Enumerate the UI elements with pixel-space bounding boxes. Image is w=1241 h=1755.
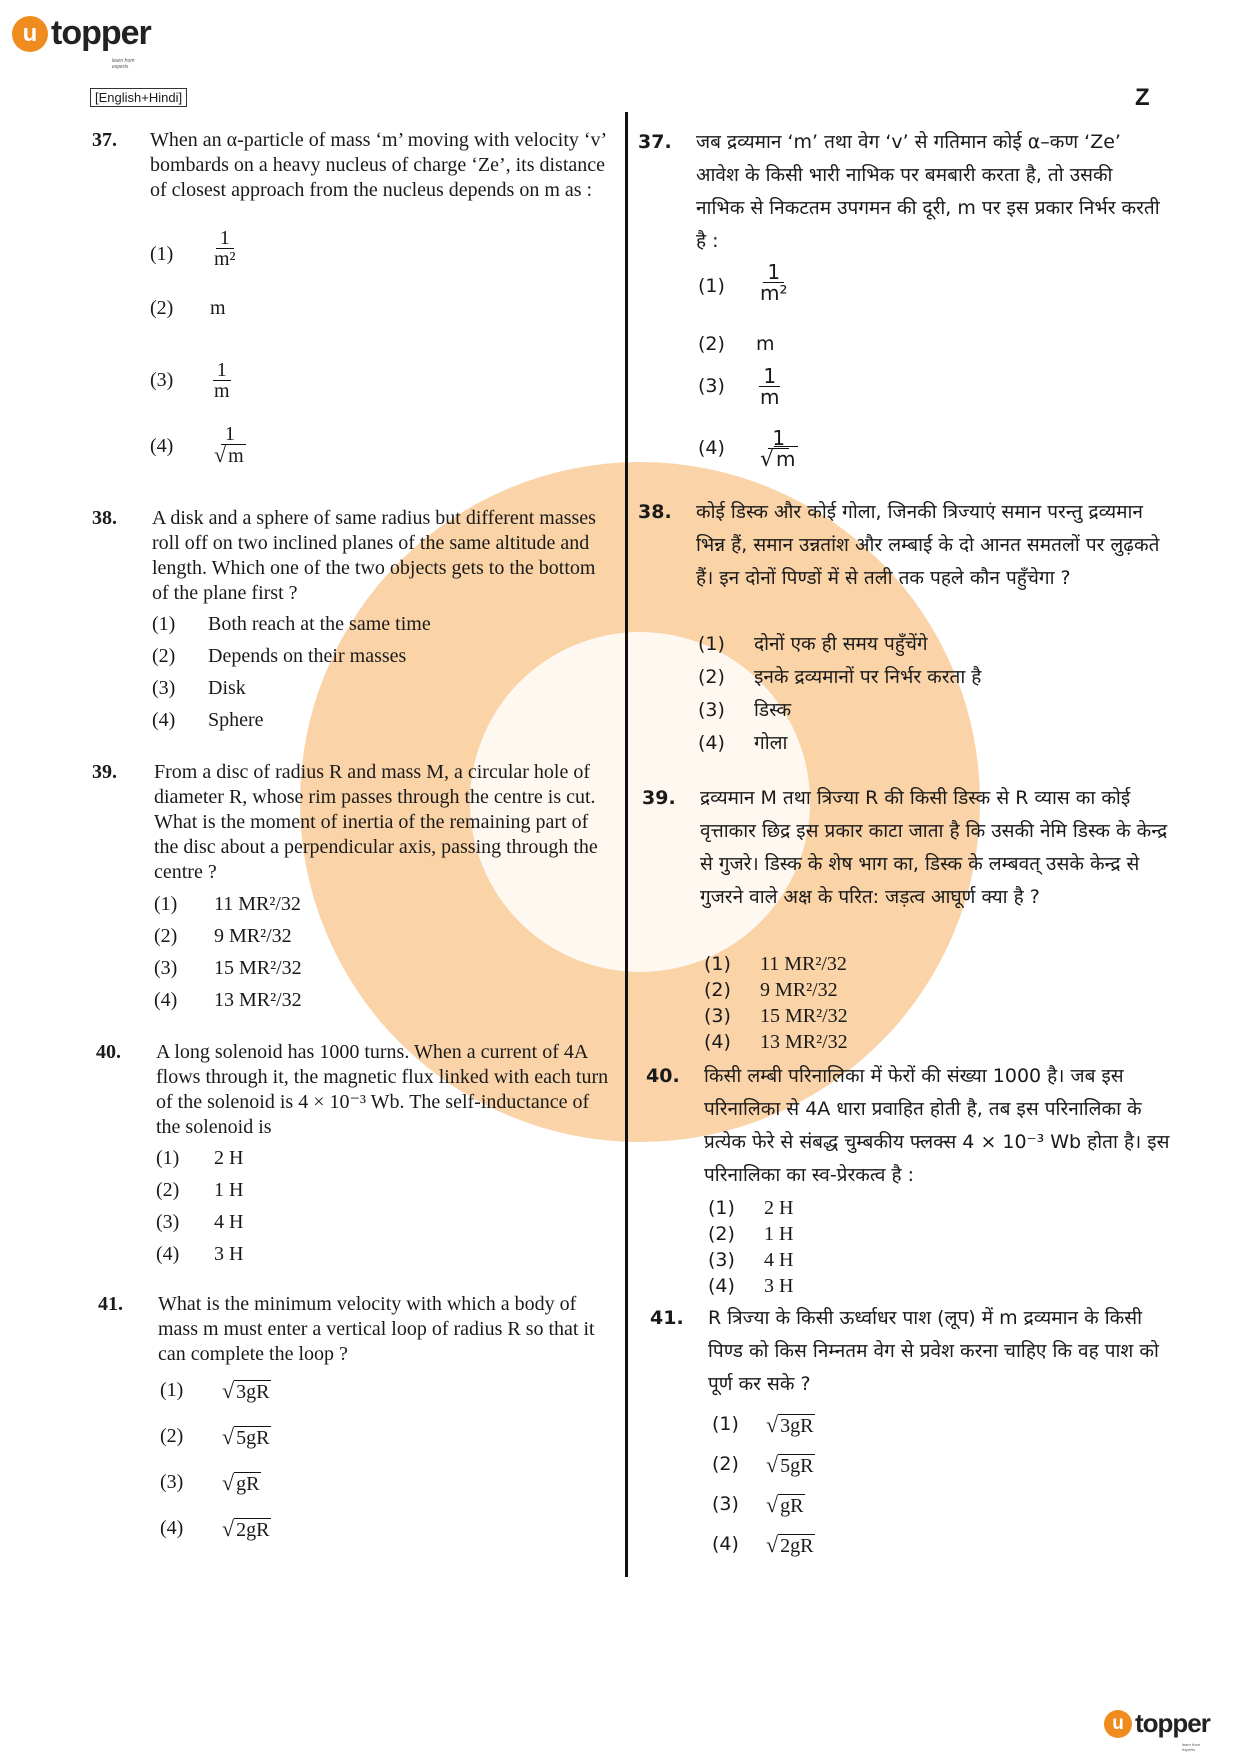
option-value: 5gR: [780, 1455, 814, 1477]
option-label: (3): [150, 369, 174, 391]
option-label: (1): [698, 633, 725, 655]
option-label: (4): [698, 437, 725, 459]
option-fraction: [756, 262, 792, 303]
fraction-denominator: m: [228, 445, 244, 467]
question-number: 41.: [98, 1293, 123, 1315]
question-number: 39.: [642, 787, 676, 809]
option-fraction: [210, 360, 234, 401]
fraction-numerator: 1: [213, 360, 231, 381]
fraction-numerator: 1: [221, 424, 239, 445]
option-label: (4): [698, 732, 725, 754]
option-value: 2 H: [764, 1197, 794, 1219]
sqrt-icon: √ 2gR: [766, 1532, 814, 1557]
option-label: (1): [152, 613, 176, 635]
option-value: 4 H: [214, 1211, 244, 1233]
option-label: (2): [156, 1179, 180, 1201]
option-label: (1): [708, 1197, 735, 1219]
column-divider: [625, 112, 628, 1577]
option-label: (4): [154, 989, 178, 1011]
option-label: (3): [152, 677, 176, 699]
option-label: (4): [150, 435, 174, 457]
brand-u-icon: u: [12, 16, 48, 52]
language-badge: [English+Hindi]: [90, 88, 187, 107]
option-value: 2 H: [214, 1147, 244, 1169]
question-number: 37.: [92, 129, 117, 151]
option-value: दोनों एक ही समय पहुँचेंगे: [754, 633, 928, 655]
question-hi-41: [650, 1302, 1176, 1562]
question-hi-39: [642, 782, 1172, 1052]
option-value: 11 MR²/32: [760, 953, 847, 975]
option-label: (1): [156, 1147, 180, 1169]
option-label: (3): [708, 1249, 735, 1271]
question-number: 40.: [96, 1041, 121, 1063]
brand-logo-top: [12, 14, 151, 70]
sqrt-icon: √ 5gR: [766, 1452, 814, 1477]
brand-name: topper: [51, 14, 151, 52]
sqrt-icon: √ 3gR: [766, 1412, 814, 1437]
option-value: इनके द्रव्यमानों पर निर्भर करता है: [754, 666, 982, 688]
question-text: A disk and a sphere of same radius but different masses roll off on two inclined planes of the same altitude and length. Which one of the two objects gets to the bottom of the plane first ?: [152, 507, 596, 604]
option-value: 13 MR²/32: [760, 1031, 848, 1053]
option-label: (4): [160, 1517, 184, 1539]
option-label: (4): [708, 1275, 735, 1297]
option-label: (2): [152, 645, 176, 667]
option-label: (3): [698, 699, 725, 721]
option-value: 3 H: [214, 1243, 244, 1265]
option-value: gR: [780, 1495, 804, 1517]
option-label: (4): [712, 1533, 739, 1555]
fraction-numerator: 1: [216, 228, 234, 249]
question-en-41: [98, 1292, 620, 1552]
question-text: द्रव्यमान M तथा त्रिज्या R की किसी डिस्क से R व्यास का कोई वृत्ताकार छिद्र इस प्रकार काटा जाता है कि उसकी नेमि डिस्क के केन्द्र से गुजरे। डिस्क के शेष भाग का, डिस्क के लम्बवत् उसके केन्द्र से गुजरने वाले अक्ष के परित: जड़त्व आघूर्ण क्या है ?: [700, 787, 1168, 908]
option-label: (2): [698, 666, 725, 688]
option-value: 13 MR²/32: [214, 989, 302, 1011]
question-text: A long solenoid has 1000 turns. When a current of 4A flows through it, the magnetic flux linked with each turn of the solenoid is 4 × 10⁻³ Wb. The self-inductance of the solenoid is: [156, 1041, 609, 1138]
question-number: 40.: [646, 1065, 680, 1087]
option-label: (4): [704, 1031, 731, 1053]
option-value: 9 MR²/32: [214, 925, 292, 947]
question-text: R त्रिज्या के किसी ऊर्ध्वाधर पाश (लूप) में m द्रव्यमान के किसी पिण्ड को किस निम्नतम वेग से प्रवेश करना चाहिए कि वह पाश को पूर्ण कर सके ?: [708, 1307, 1159, 1395]
option-value: 2gR: [236, 1519, 270, 1541]
question-text: What is the minimum velocity with which a body of mass m must enter a vertical loop of radius R so that it can complete the loop ?: [158, 1293, 595, 1365]
question-text: किसी लम्बी परिनालिका में फेरों की संख्या 1000 है। जब इस परिनालिका से 4A धारा प्रवाहित होती है, तब इस परिनालिका के प्रत्येक फेरे से संबद्ध चुम्बकीय फ्लक्स 4 × 10⁻³ Wb होता है। इस परिनालिका का स्व-प्रेरकत्व है :: [704, 1065, 1170, 1186]
option-label: (4): [152, 709, 176, 731]
option-label: (3): [156, 1211, 180, 1233]
option-label: (2): [698, 333, 725, 355]
option-label: (2): [160, 1425, 184, 1447]
option-value: m: [210, 297, 226, 319]
option-fraction: [756, 428, 802, 470]
option-fraction: [210, 424, 250, 466]
fraction-numerator: 1: [763, 262, 784, 283]
question-en-37: [92, 128, 612, 468]
sqrt-icon: √ gR: [766, 1492, 804, 1517]
option-label: (3): [698, 375, 725, 397]
option-label: (3): [154, 957, 178, 979]
option-value: 5gR: [236, 1427, 270, 1449]
option-fraction: [756, 366, 783, 407]
option-label: (2): [712, 1453, 739, 1475]
option-value: 3 H: [764, 1275, 794, 1297]
option-value: 1 H: [214, 1179, 244, 1201]
option-label: (1): [704, 953, 731, 975]
question-number: 41.: [650, 1307, 684, 1329]
brand-tagline: learn from experts: [112, 58, 135, 70]
option-fraction: [210, 228, 240, 269]
option-value: gR: [236, 1473, 260, 1495]
fraction-denominator: m: [760, 385, 780, 409]
question-text: When an α-particle of mass ‘m’ moving with velocity ‘v’ bombards on a heavy nucleus of charge ‘Ze’, its distance of closest approach from the nucleus depends on m as :: [150, 129, 606, 201]
question-number: 37.: [638, 131, 672, 153]
question-en-38: [92, 506, 612, 736]
option-label: (3): [712, 1493, 739, 1515]
question-number: 39.: [92, 761, 117, 783]
fraction-numerator: 1: [759, 366, 780, 387]
option-value: 3gR: [780, 1415, 814, 1437]
option-value: 15 MR²/32: [214, 957, 302, 979]
option-label: (3): [704, 1005, 731, 1027]
option-label: (2): [708, 1223, 735, 1245]
sqrt-icon: √ 2gR: [222, 1516, 270, 1541]
brand-logo-bottom: [1104, 1708, 1210, 1752]
fraction-denominator: m: [776, 447, 796, 471]
option-label: (1): [160, 1379, 184, 1401]
option-value: गोला: [754, 732, 788, 754]
brand-name: topper: [1135, 1708, 1210, 1738]
option-label: (1): [154, 893, 178, 915]
option-value: डिस्क: [754, 699, 792, 721]
option-value: Depends on their masses: [208, 645, 407, 667]
option-value: Sphere: [208, 709, 264, 731]
fraction-denominator: m²: [214, 248, 236, 270]
fraction-denominator: m²: [760, 281, 788, 305]
question-hi-40: [646, 1060, 1174, 1297]
question-number: 38.: [638, 501, 672, 523]
brand-u-icon: u: [1104, 1710, 1132, 1738]
option-value: 1 H: [764, 1223, 794, 1245]
sqrt-icon: √ 3gR: [222, 1378, 270, 1403]
option-label: (2): [154, 925, 178, 947]
question-hi-37: [638, 126, 1168, 476]
question-text: जब द्रव्यमान ‘m’ तथा वेग ‘v’ से गतिमान कोई α–कण ‘Ze’ आवेश के किसी भारी नाभिक पर बमबारी करता है, तो उसकी नाभिक से निकटतम उपगमन की दूरी, m पर इस प्रकार निर्भर करती है :: [696, 131, 1160, 252]
option-label: (2): [704, 979, 731, 1001]
option-label: (1): [698, 275, 725, 297]
option-label: (2): [150, 297, 174, 319]
set-code: Z: [1135, 84, 1150, 111]
sqrt-icon: √ 5gR: [222, 1424, 270, 1449]
option-value: 9 MR²/32: [760, 979, 838, 1001]
fraction-denominator: m: [214, 380, 230, 402]
option-value: 3gR: [236, 1381, 270, 1403]
option-label: (1): [150, 243, 174, 265]
question-en-39: [92, 760, 617, 1020]
option-label: (3): [160, 1471, 184, 1493]
option-value: m: [756, 333, 775, 355]
brand-tagline: learn from experts: [1182, 1742, 1201, 1752]
option-value: 15 MR²/32: [760, 1005, 848, 1027]
question-hi-38: [638, 496, 1170, 756]
sqrt-icon: √ m: [214, 442, 244, 467]
question-text: कोई डिस्क और कोई गोला, जिनकी त्रिज्याएं समान परन्तु द्रव्यमान भिन्न हैं, समान उन्नतांश और लम्बाई के दो आनत समतलों पर लुढ़कते हैं। इन दोनों पिण्डों में से तली तक पहले कौन पहुँचेगा ?: [696, 501, 1160, 589]
sqrt-icon: √ m: [760, 447, 796, 472]
option-label: (1): [712, 1413, 739, 1435]
fraction-numerator: 1: [768, 428, 789, 449]
option-value: 2gR: [780, 1535, 814, 1557]
option-value: Disk: [208, 677, 246, 699]
option-value: 11 MR²/32: [214, 893, 301, 915]
option-value: Both reach at the same time: [208, 613, 431, 635]
option-label: (4): [156, 1243, 180, 1265]
question-en-40: [96, 1040, 618, 1270]
question-text: From a disc of radius R and mass M, a circular hole of diameter R, whose rim passes through the centre is cut. What is the moment of inertia of the remaining part of the disc about a perpendicular axis, passing through the centre ?: [154, 761, 598, 883]
sqrt-icon: √ gR: [222, 1470, 260, 1495]
option-value: 4 H: [764, 1249, 794, 1271]
question-number: 38.: [92, 507, 117, 529]
